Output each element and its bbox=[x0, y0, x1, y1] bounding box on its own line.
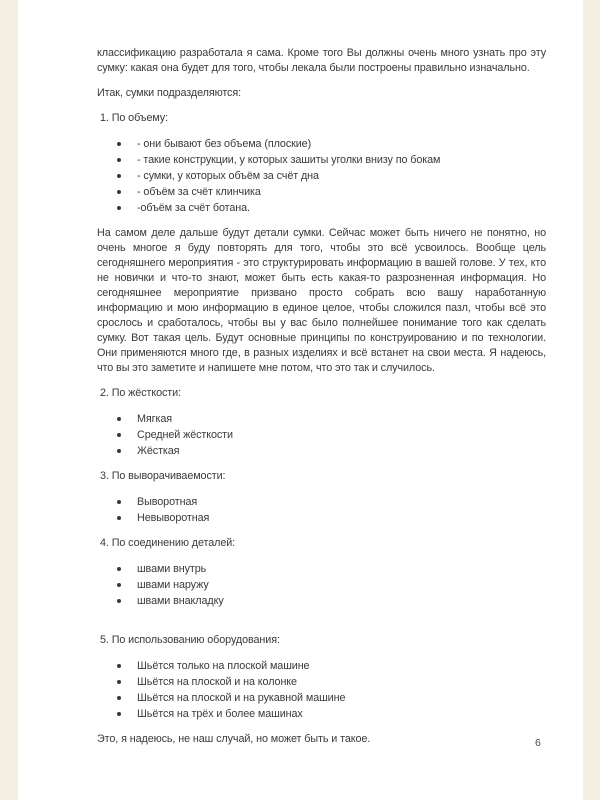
list-item-text: Шьётся на плоской и на колонке bbox=[137, 676, 297, 688]
bullet-icon bbox=[117, 583, 121, 587]
section-2-list bbox=[97, 411, 546, 459]
list-item bbox=[97, 510, 546, 526]
list-item-text: Жёсткая bbox=[137, 445, 180, 457]
list-item-text: Шьётся на плоской и на рукавной машине bbox=[137, 692, 346, 704]
bullet-icon bbox=[117, 664, 121, 668]
section-3-heading: 3. По выворачиваемости: bbox=[100, 470, 226, 482]
section-5-heading: 5. По использованию оборудования: bbox=[100, 634, 280, 646]
list-item-text: Шьётся только на плоской машине bbox=[137, 660, 310, 672]
list-item-text: Шьётся на трёх и более машинах bbox=[137, 708, 303, 720]
bullet-icon bbox=[117, 417, 121, 421]
section-4-heading: 4. По соединению деталей: bbox=[100, 537, 236, 549]
document-page bbox=[18, 0, 583, 800]
bullet-icon bbox=[117, 599, 121, 603]
list-item-text: Средней жёсткости bbox=[137, 429, 233, 441]
paragraph-body: На самом деле дальше будут детали сумки. Сейчас может быть ничего не понятно, но очень многое я буду повторять для того, чтобы это всё усвоилось. Вообще цель сегодняшнего мероприятия - это структурировать информацию в вашей голове. У тех, кто не новички и что-то знают, может быть есть какая-то разрозненная информация. Но сегодняшнее мероприятие призвано просто собрать всю вашу наработанную информацию и мою информацию в единое целое, чтобы сложился пазл, чтобы всё это срослось и сработалось, чтобы вы у вас было полнейшее понимание того как сделать сумку. Вот такая цель. Будут основные принципы по конструированию и по технологии. Они применяются много где, в разных изделиях и всё встанет на свои места. Я надеюсь, что вы это заметите и напишете мне потом, что это так и случилось. bbox=[97, 227, 546, 374]
list-item-text: швами наружу bbox=[137, 579, 209, 591]
bullet-icon bbox=[117, 190, 121, 194]
section-1-heading: 1. По объему: bbox=[100, 112, 168, 124]
list-item bbox=[97, 658, 546, 674]
bullet-icon bbox=[117, 449, 121, 453]
bullet-icon bbox=[117, 712, 121, 716]
list-item bbox=[97, 184, 546, 200]
list-item-text: Невыворотная bbox=[137, 512, 210, 524]
list-item bbox=[97, 674, 546, 690]
list-item-text: швами внутрь bbox=[137, 563, 207, 575]
list-item-text: -объём за счёт ботана. bbox=[137, 202, 250, 214]
bullet-icon bbox=[117, 516, 121, 520]
bullet-icon bbox=[117, 433, 121, 437]
list-item-text: - сумки, у которых объём за счёт дна bbox=[137, 170, 319, 182]
list-item-text: Мягкая bbox=[137, 413, 172, 425]
paragraph-closing: Это, я надеюсь, не наш случай, но может быть и такое. bbox=[97, 733, 371, 745]
page-number: 6 bbox=[535, 737, 541, 749]
list-item-text: швами внакладку bbox=[137, 595, 224, 607]
list-item bbox=[97, 494, 546, 510]
list-item bbox=[97, 577, 546, 593]
paragraph-intro: классификацию разработала я сама. Кроме того Вы должны очень много узнать про эту сумку: какая она будет для того, чтобы лекала были построены правильно изначально. bbox=[97, 47, 546, 74]
bullet-icon bbox=[117, 206, 121, 210]
section-3-list bbox=[97, 494, 546, 526]
list-item bbox=[97, 427, 546, 443]
list-item-text: - объём за счёт клинчика bbox=[137, 186, 261, 198]
list-item-text: Выворотная bbox=[137, 496, 198, 508]
bullet-icon bbox=[117, 680, 121, 684]
list-item bbox=[97, 690, 546, 706]
bullet-icon bbox=[117, 174, 121, 178]
list-item bbox=[97, 593, 546, 609]
document-content bbox=[97, 46, 546, 757]
section-5-list bbox=[97, 658, 546, 722]
list-item-text: - такие конструкции, у которых зашиты уголки внизу по бокам bbox=[137, 154, 441, 166]
paragraph-lead: Итак, сумки подразделяются: bbox=[97, 87, 242, 99]
list-item-text: - они бывают без объема (плоские) bbox=[137, 138, 312, 150]
list-item bbox=[97, 136, 546, 152]
list-item bbox=[97, 443, 546, 459]
section-4-list bbox=[97, 561, 546, 609]
list-item bbox=[97, 168, 546, 184]
bullet-icon bbox=[117, 567, 121, 571]
section-2-heading: 2. По жёсткости: bbox=[100, 387, 181, 399]
list-item bbox=[97, 411, 546, 427]
section-1-list bbox=[97, 136, 546, 216]
list-item bbox=[97, 561, 546, 577]
bullet-icon bbox=[117, 158, 121, 162]
bullet-icon bbox=[117, 696, 121, 700]
list-item bbox=[97, 706, 546, 722]
list-item bbox=[97, 152, 546, 168]
list-item bbox=[97, 200, 546, 216]
bullet-icon bbox=[117, 142, 121, 146]
bullet-icon bbox=[117, 500, 121, 504]
